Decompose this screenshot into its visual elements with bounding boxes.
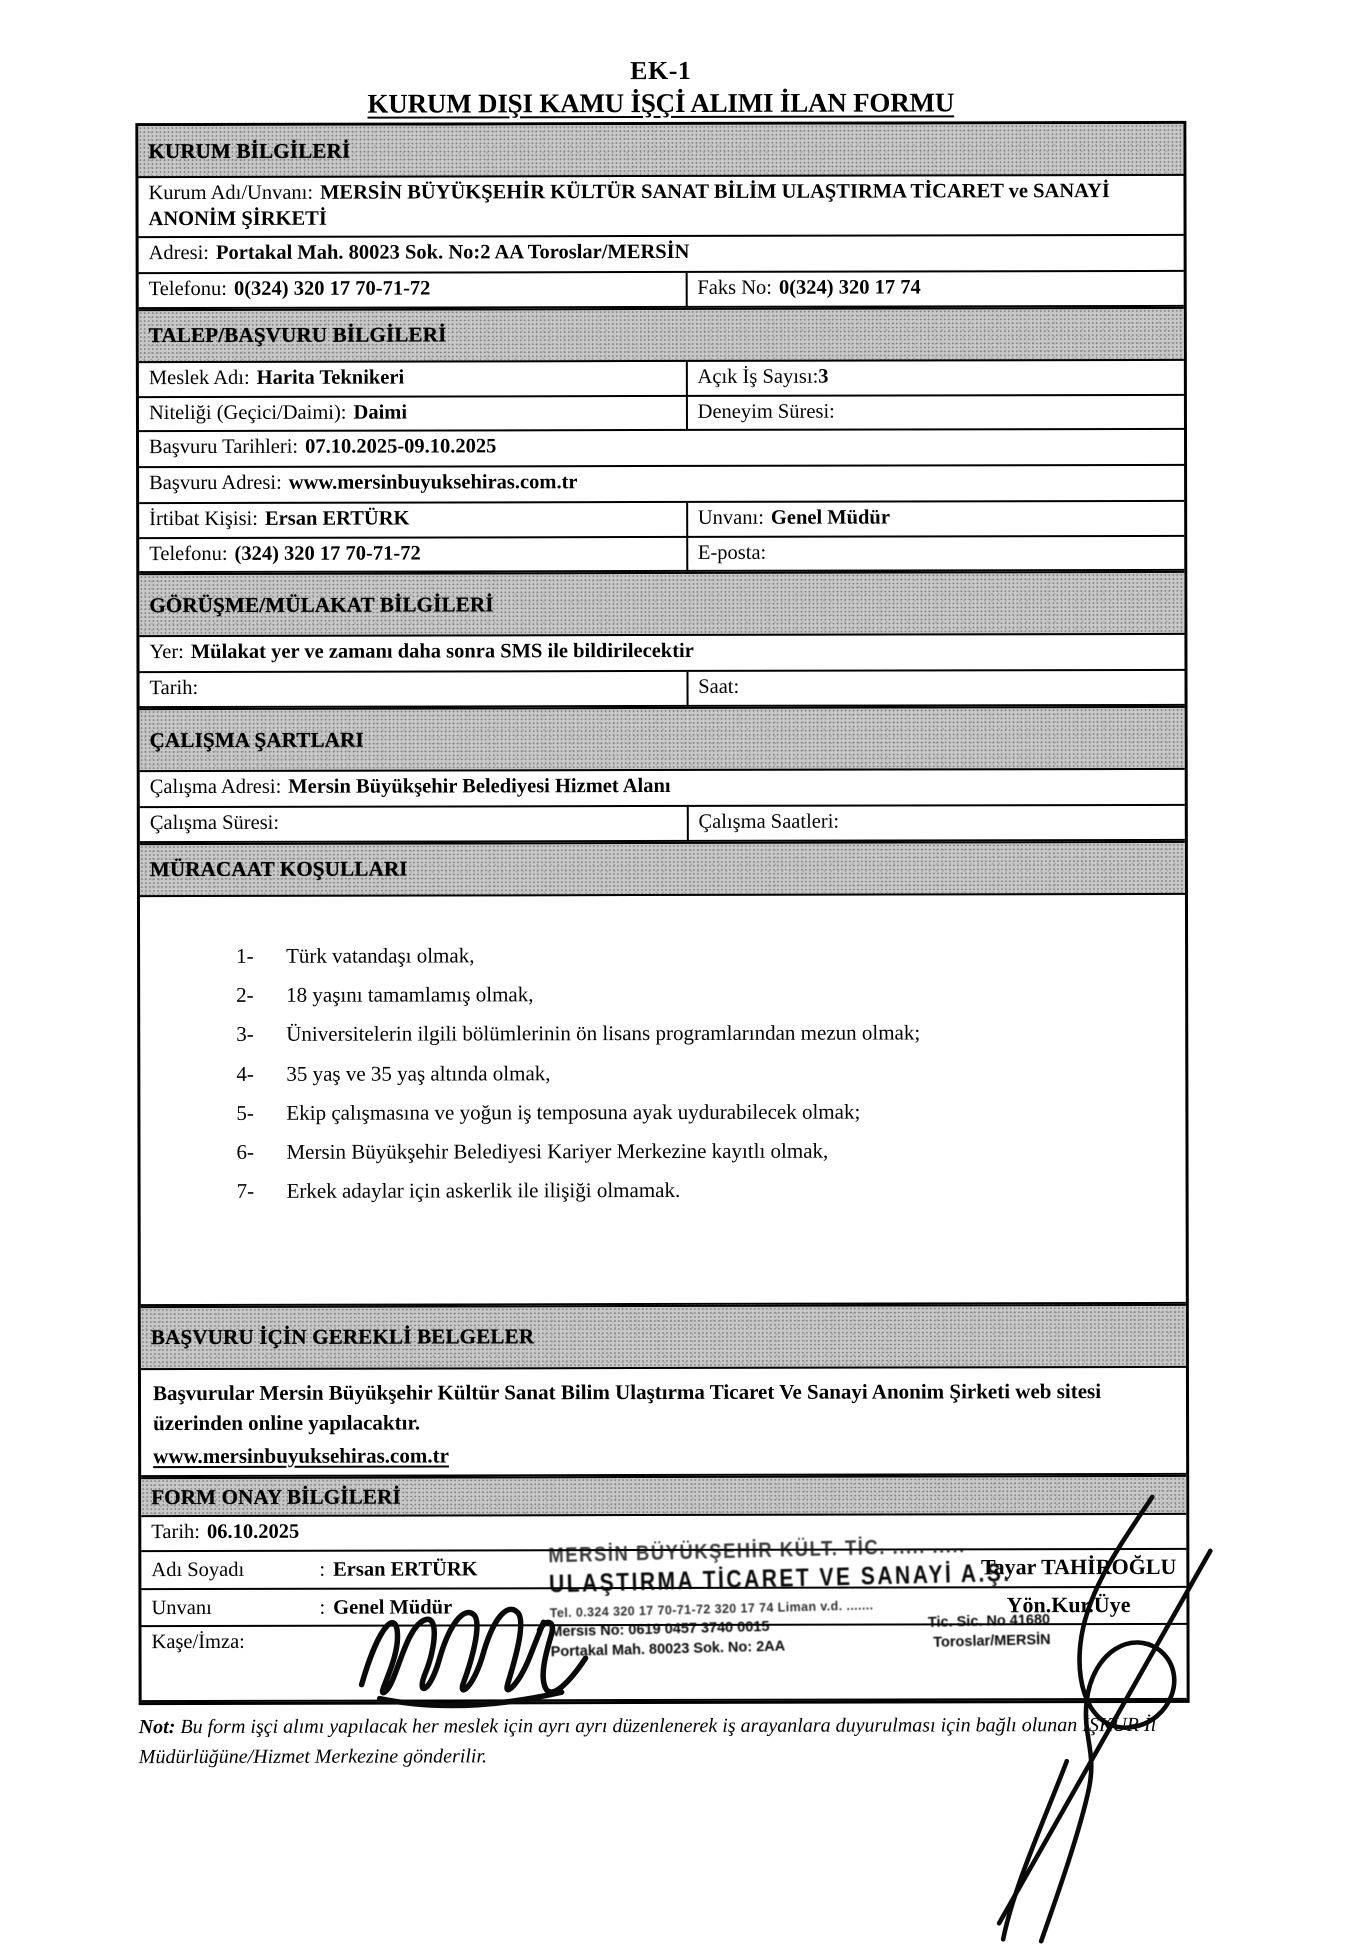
requirement-item xyxy=(236,1137,1165,1166)
eposta-label: E-posta: xyxy=(697,541,767,564)
row-adresi xyxy=(139,236,1184,274)
irtibat-cell xyxy=(139,503,686,537)
meslek-value: Harita Teknikeri xyxy=(256,366,405,389)
requirement-item xyxy=(236,1098,1165,1127)
tarih-cell xyxy=(139,672,686,706)
adresi-value: Portakal Mah. 80023 Sok. No:2 AA Toroslar/MERSİN xyxy=(215,241,690,265)
req-text: Mersin Büyükşehir Belediyesi Kariyer Merkezine kayıtlı olmak, xyxy=(286,1138,829,1164)
requirement-item xyxy=(236,1058,1165,1087)
req-number: 6- xyxy=(236,1139,255,1165)
telefon-cell xyxy=(139,273,686,307)
adi-soyadi-right-value: Tayar TAHİROĞLU xyxy=(980,1553,1177,1580)
adresi-label: Adresi: xyxy=(148,242,209,265)
req-number: 4- xyxy=(236,1061,254,1086)
stamp-ticaret-sicil-no: Tic. Sic. No 41680 xyxy=(927,1611,1051,1632)
eposta-cell xyxy=(686,537,1184,571)
documents-text-block xyxy=(141,1368,1186,1478)
documents-text: Başvurular Mersin Büyükşehir Kültür Sanat Bilim Ulaştırma Ticaret Ve Sanayi Anonim Şirketi web sitesi üzerinden online yapılacaktır. xyxy=(152,1378,1102,1436)
annex-label: EK-1 xyxy=(630,55,692,86)
faks-label: Faks No: xyxy=(697,277,772,300)
tarih-label: Tarih: xyxy=(149,677,199,700)
basvuru-adresi-label: Başvuru Adresi: xyxy=(149,471,282,495)
row-basvuru-tarihleri xyxy=(139,430,1184,468)
telefon-value: 0(324) 320 17 70-71-72 xyxy=(233,277,431,301)
form-table xyxy=(135,121,1189,1705)
section-header-gorusme-mulakat: GÖRÜŞME/MÜLAKAT BİLGİLERİ xyxy=(139,571,1184,637)
row-meslek-acikis xyxy=(139,361,1184,398)
footnote xyxy=(139,1710,1331,1772)
yer-value: Mülakat yer ve zamanı daha sonra SMS ile bildirilecektir xyxy=(190,640,694,664)
row-telefon-eposta xyxy=(139,537,1184,574)
req-number: 3- xyxy=(236,1022,254,1047)
section-header-muracaat-kosullari: MÜRACAAT KOŞULLARI xyxy=(140,841,1185,897)
irtibat-label: İrtibat Kişisi: xyxy=(149,507,258,531)
row-onay-unvan xyxy=(141,1588,1186,1628)
acik-is-value: 3 xyxy=(818,365,829,388)
row-adi-soyadi xyxy=(141,1550,1186,1590)
req-text: Erkek adaylar için askerlik ile ilişiği olmamak. xyxy=(286,1178,681,1204)
basvuru-tarihleri-label: Başvuru Tarihleri: xyxy=(148,435,299,459)
kase-imza-label: Kaşe/İmza: xyxy=(151,1631,245,1654)
row-basvuru-adresi xyxy=(139,466,1184,504)
unvan-label: Unvanı: xyxy=(697,506,764,530)
stamp-mersis-no: Mersis No: 0619 0457 3740 0015 xyxy=(550,1618,770,1641)
stamp-address: Portakal Mah. 80023 Sok. No: 2AA xyxy=(550,1638,786,1661)
deneyim-cell xyxy=(686,395,1184,429)
req-number: 2- xyxy=(236,982,254,1007)
requirement-item xyxy=(236,941,1165,970)
telefon-label: Telefonu: xyxy=(148,278,227,301)
yer-label: Yer: xyxy=(149,641,184,664)
basvuru-tarihleri-value: 07.10.2025-09.10.2025 xyxy=(305,435,497,458)
faks-cell xyxy=(685,272,1183,306)
stamp-line-3: Tel. 0.324 320 17 70-71-72 320 17 74 Liman v.d. ....... xyxy=(549,1598,874,1621)
scanned-form-page xyxy=(135,55,1190,1772)
telefon2-cell xyxy=(139,538,686,572)
adi-soyadi-colon: : xyxy=(319,1558,326,1581)
unvan-value: Genel Müdür xyxy=(770,506,890,529)
onay-unvan-left-value: Genel Müdür xyxy=(333,1596,453,1619)
niteligi-cell xyxy=(139,396,686,430)
onay-tarih-value: 06.10.2025 xyxy=(206,1520,300,1543)
req-text: 35 yaş ve 35 yaş altında olmak, xyxy=(286,1060,551,1086)
calisma-saatleri-cell xyxy=(686,806,1184,840)
telefon2-value: (324) 320 17 70-71-72 xyxy=(234,542,421,565)
req-text: Üniversitelerin ilgili bölümlerinin ön lisans programlarından mezun olmak; xyxy=(286,1020,921,1047)
meslek-label: Meslek Adı: xyxy=(148,366,250,389)
adi-soyadi-left-value: Ersan ERTÜRK xyxy=(333,1558,478,1581)
row-irtibat-unvan xyxy=(139,502,1184,539)
onay-unvan-colon: : xyxy=(319,1596,326,1619)
unvan-cell xyxy=(686,502,1184,536)
kurum-adi-label: Kurum Adı/Unvanı: xyxy=(148,181,314,205)
onay-unvan-label: Unvanı xyxy=(151,1596,212,1619)
section-header-gerekli-belgeler: BAŞVURU İÇİN GEREKLİ BELGELER xyxy=(141,1304,1186,1370)
footnote-text: Bu form işçi alımı yapılacak her meslek için ayrı ayrı düzenlenerek iş arayanlara duyurulması için bağlı olunan İŞKUR İl Müdürlüğüne/Hizmet Merkezine gönderilir. xyxy=(138,1714,1157,1769)
meslek-cell xyxy=(139,362,686,396)
deneyim-label: Deneyim Süresi: xyxy=(697,400,835,423)
footnote-label: Not: xyxy=(138,1716,176,1739)
section-header-calisma-sartlari: ÇALIŞMA ŞARTLARI xyxy=(140,706,1185,772)
row-kase-imza xyxy=(141,1625,1186,1702)
row-calisma-adresi xyxy=(140,770,1185,808)
saat-label: Saat: xyxy=(698,676,740,699)
requirement-item xyxy=(236,980,1165,1009)
telefon2-label: Telefonu: xyxy=(149,542,228,565)
row-telefon-faks xyxy=(139,272,1184,309)
application-url: www.mersinbuyuksehiras.com.tr xyxy=(153,1443,449,1468)
row-niteligi-deneyim xyxy=(139,395,1184,432)
requirement-item xyxy=(237,1176,1166,1205)
req-number: 1- xyxy=(236,943,254,968)
calisma-suresi-label: Çalışma Süresi: xyxy=(149,811,280,835)
approval-section xyxy=(141,1475,1186,1702)
onay-unvan-right-value: Yön.Kur.Üye xyxy=(1006,1591,1131,1617)
faks-value: 0(324) 320 17 74 xyxy=(778,276,921,300)
row-onay-tarih xyxy=(141,1515,1186,1552)
basvuru-adresi-value: www.mersinbuyuksehiras.com.tr xyxy=(288,471,578,494)
section-header-kurum-bilgileri: KURUM BİLGİLERİ xyxy=(138,124,1183,178)
section-header-talep-basvuru: TALEP/BAŞVURU BİLGİLERİ xyxy=(139,307,1184,363)
acik-is-label: Açık İş Sayısı: xyxy=(697,365,819,388)
niteligi-label: Niteliği (Geçici/Daimi): xyxy=(148,401,347,424)
calisma-adresi-label: Çalışma Adresi: xyxy=(149,775,282,799)
req-text: Ekip çalışmasına ve yoğun iş temposuna ayak uydurabilecek olmak; xyxy=(286,1099,861,1125)
irtibat-value: Ersan ERTÜRK xyxy=(264,507,410,530)
req-text: Türk vatandaşı olmak, xyxy=(286,943,475,968)
niteligi-value: Daimi xyxy=(353,401,408,424)
saat-cell xyxy=(686,671,1184,705)
calisma-adresi-value: Mersin Büyükşehir Belediyesi Hizmet Alanı xyxy=(288,774,671,798)
onay-tarih-label: Tarih: xyxy=(151,1520,200,1544)
adi-soyadi-label: Adı Soyadı xyxy=(151,1558,245,1582)
form-title: KURUM DIŞI KAMU İŞÇİ ALIMI İLAN FORMU xyxy=(367,87,955,119)
row-kurum-adi xyxy=(138,176,1183,238)
row-tarih-saat xyxy=(139,671,1184,708)
req-number: 5- xyxy=(236,1100,254,1125)
acik-is-cell xyxy=(686,361,1184,395)
calisma-saatleri-label: Çalışma Saatleri: xyxy=(698,810,840,833)
req-number: 7- xyxy=(236,1179,255,1204)
row-suresi-saatleri xyxy=(140,806,1185,843)
stamp-line-1: MERSİN BÜYÜKŞEHİR KÜLT. TİC. ..... ..... xyxy=(548,1532,966,1567)
req-text: 18 yaşını tamamlamış olmak, xyxy=(286,982,534,1007)
requirement-item xyxy=(236,1019,1165,1048)
calisma-suresi-cell xyxy=(140,807,687,841)
section-header-form-onay: FORM ONAY BİLGİLERİ xyxy=(141,1475,1186,1517)
requirements-list xyxy=(140,895,1186,1306)
kurum-adi-value: MERSİN BÜYÜKŞEHİR KÜLTÜR SANAT BİLİM ULAŞTIRMA TİCARET ve SANAYİ ANONİM ŞİRKETİ xyxy=(148,180,1110,230)
stamp-line-2: ULAŞTIRMA TİCARET VE SANAYİ A.Ş. xyxy=(548,1559,1012,1599)
row-yer xyxy=(139,635,1184,673)
stamp-city: Toroslar/MERSİN xyxy=(933,1631,1051,1651)
